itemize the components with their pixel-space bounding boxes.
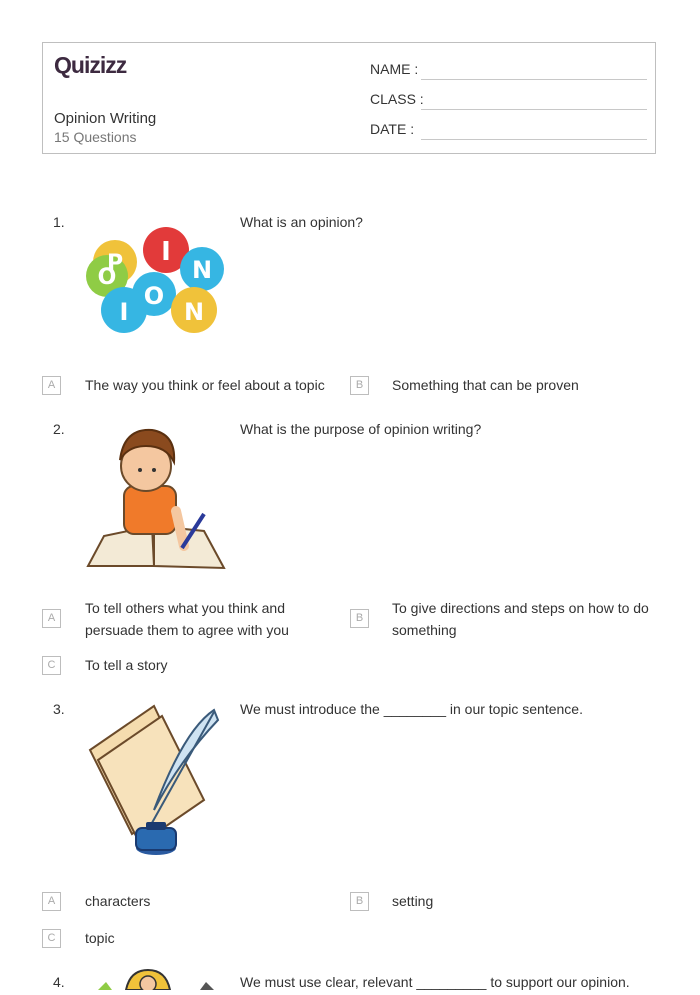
opinion-bubbles-icon <box>84 224 226 345</box>
q2-option-b-box[interactable]: B <box>350 609 369 628</box>
question-3-number: 3. <box>53 701 65 717</box>
question-3-text: We must introduce the ________ in our topic sentence. <box>240 701 583 717</box>
question-2-text: What is the purpose of opinion writing? <box>240 421 482 437</box>
quizizz-logo: Quizizz <box>54 52 127 78</box>
name-label: NAME : <box>370 61 419 77</box>
question-4-number: 4. <box>53 974 65 990</box>
svg-text:O: O <box>97 265 117 290</box>
date-line[interactable] <box>421 139 647 140</box>
question-2-number: 2. <box>53 421 65 437</box>
date-label: DATE : <box>370 121 415 137</box>
q3-option-b-box[interactable]: B <box>350 892 369 911</box>
q2-option-b-text: To give directions and steps on how to do something <box>392 600 649 638</box>
question-1-number: 1. <box>53 214 65 230</box>
class-line[interactable] <box>421 109 647 110</box>
question-count: 15 Questions <box>54 129 137 145</box>
q3-option-c-text: topic <box>85 930 115 946</box>
q2-option-a-text: To tell others what you think and persuade them to agree with you <box>85 600 289 638</box>
svg-text:O: O <box>143 282 165 310</box>
q3-option-a-box[interactable]: A <box>42 892 61 911</box>
quill-and-ink-icon <box>84 700 226 873</box>
svg-text:I: I <box>161 237 171 267</box>
q2-option-a-box[interactable]: A <box>42 609 61 628</box>
svg-text:N: N <box>191 256 213 284</box>
question-4-text: We must use clear, relevant _________ to support our opinion. <box>240 974 630 990</box>
boy-writing-icon <box>84 416 226 583</box>
class-label: CLASS : <box>370 91 424 107</box>
svg-text:I: I <box>119 298 129 326</box>
character-icon <box>96 968 216 995</box>
q3-option-c-box[interactable]: C <box>42 929 61 948</box>
name-line[interactable] <box>421 79 647 80</box>
svg-text:N: N <box>183 298 205 326</box>
q3-option-a-text: characters <box>85 893 151 909</box>
q1-option-b-box[interactable]: B <box>350 376 369 395</box>
q2-option-c-box[interactable]: C <box>42 656 61 675</box>
worksheet-title: Opinion Writing <box>54 110 157 127</box>
q2-option-c-text: To tell a story <box>85 657 168 673</box>
question-1-text: What is an opinion? <box>240 214 363 230</box>
q1-option-b-text: Something that can be proven <box>392 377 579 393</box>
q3-option-b-text: setting <box>392 893 434 909</box>
svg-text:P: P <box>106 251 124 276</box>
q1-option-a-text: The way you think or feel about a topic <box>85 377 325 393</box>
worksheet-header <box>42 42 656 154</box>
q1-option-a-box[interactable]: A <box>42 376 61 395</box>
